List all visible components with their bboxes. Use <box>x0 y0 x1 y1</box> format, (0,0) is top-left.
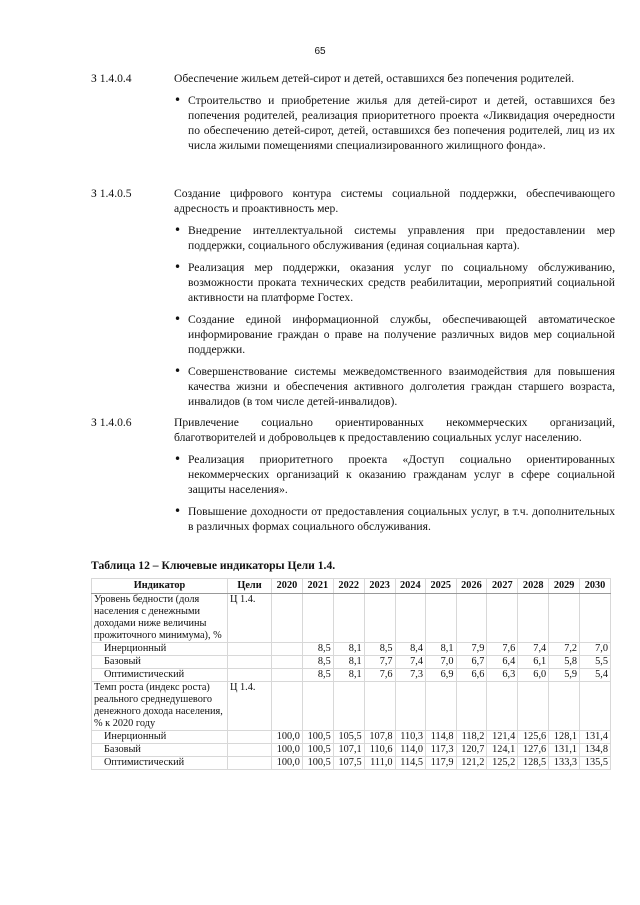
table-cell: 7,6 <box>364 669 395 682</box>
table-cell <box>272 656 303 669</box>
table-cell: 128,1 <box>549 731 580 744</box>
section-code: З 1.4.0.6 <box>91 416 132 429</box>
scenario-row <box>92 744 611 757</box>
scenario-label: Базовый <box>92 744 228 757</box>
scenario-row <box>92 656 611 669</box>
section-code: З 1.4.0.5 <box>91 187 132 200</box>
table-cell: 125,2 <box>487 757 518 770</box>
table-cell: 118,2 <box>456 731 487 744</box>
column-header: 2028 <box>518 579 549 594</box>
column-header: 2029 <box>549 579 580 594</box>
table-cell: 100,5 <box>302 744 333 757</box>
indicator-name: Темп роста (индекс роста) реального среднедушевого денежного дохода населения, % к 2020 году <box>92 682 228 731</box>
column-header: 2023 <box>364 579 395 594</box>
section-text: Создание цифрового контура системы социальной поддержки, обеспечивающего адресность и проактивность мер. <box>174 187 615 215</box>
table-cell: 6,3 <box>487 669 518 682</box>
table-cell: 5,9 <box>549 669 580 682</box>
table-cell: 7,4 <box>395 656 425 669</box>
table-cell: 8,1 <box>333 669 364 682</box>
table-cell: 8,4 <box>395 643 425 656</box>
indicator-row <box>92 682 611 731</box>
table-cell: 125,6 <box>518 731 549 744</box>
scenario-label: Оптимистический <box>92 669 228 682</box>
indicator-row <box>92 594 611 643</box>
scenario-row <box>92 731 611 744</box>
table-cell: 114,5 <box>395 757 425 770</box>
table-cell: 8,1 <box>333 643 364 656</box>
table-cell: 100,5 <box>302 757 333 770</box>
table-cell: 131,4 <box>580 731 611 744</box>
column-header: 2030 <box>580 579 611 594</box>
indicator-target: Ц 1.4. <box>228 682 272 731</box>
table-cell: 131,1 <box>549 744 580 757</box>
bullet-item: • Реализация приоритетного проекта «Доступ социально ориентированных некоммерческих организаций к оказанию гражданам услуг в сфере социальной защиты населения». <box>188 452 615 497</box>
table-cell: 8,5 <box>302 656 333 669</box>
column-header: Цели <box>228 579 272 594</box>
table-cell: 128,5 <box>518 757 549 770</box>
bullet-item: • Внедрение интеллектуальной системы управления при предоставлении мер поддержки, социального обслуживания (единая социальная карта). <box>188 223 615 253</box>
table-caption: Таблица 12 – Ключевые индикаторы Цели 1.4. <box>91 559 336 572</box>
table-cell: 5,8 <box>549 656 580 669</box>
table-cell: 114,8 <box>426 731 456 744</box>
column-header: 2025 <box>426 579 456 594</box>
section-text: Привлечение социально ориентированных некоммерческих организаций, благотворителей и добровольцев к предоставлению социальных услуг населению. <box>174 416 615 444</box>
table-cell: 121,2 <box>456 757 487 770</box>
table-cell: 105,5 <box>333 731 364 744</box>
table-cell: 134,8 <box>580 744 611 757</box>
bullet-item: • Создание единой информационной службы, обеспечивающей автоматическое информирование граждан о праве на получение различных видов мер социальной поддержки. <box>188 312 615 357</box>
table-cell: 8,5 <box>302 669 333 682</box>
column-header: 2021 <box>302 579 333 594</box>
page-number: 65 <box>314 46 326 57</box>
table-cell: 100,0 <box>272 757 303 770</box>
table-cell: 8,5 <box>302 643 333 656</box>
scenario-row <box>92 669 611 682</box>
table-cell: 6,7 <box>456 656 487 669</box>
column-header: Индикатор <box>92 579 228 594</box>
table-cell: 8,1 <box>333 656 364 669</box>
section-1-4-0-6 <box>91 415 615 534</box>
table-cell: 124,1 <box>487 744 518 757</box>
scenario-row <box>92 757 611 770</box>
column-header: 2026 <box>456 579 487 594</box>
bullet-item: • Строительство и приобретение жилья для детей-сирот и детей, оставшихся без попечения родителей, реализация приоритетного проекта «Ликвидация очередности по обеспечению детей-сирот, детей, оставшихся без попечения родителей, лиц из их числа жилыми помещениями специализированного жилищного фонда». <box>188 93 615 153</box>
scenario-label: Инерционный <box>92 731 228 744</box>
table-cell: 7,9 <box>456 643 487 656</box>
table-cell: 6,9 <box>426 669 456 682</box>
table-cell: 107,8 <box>364 731 395 744</box>
table-cell: 8,1 <box>426 643 456 656</box>
bullet-item: • Совершенствование системы межведомственного взаимодействия для повышения качества жизни и обеспечения активного долголетия граждан старшего возраста, инвалидов (в том числе детей-инвалидов). <box>188 364 615 409</box>
table-cell: 8,5 <box>364 643 395 656</box>
table-cell: 7,2 <box>549 643 580 656</box>
bullet-list <box>91 93 615 153</box>
scenario-row <box>92 643 611 656</box>
table-cell: 5,4 <box>580 669 611 682</box>
section-1-4-0-5 <box>91 186 615 409</box>
scenario-label: Инерционный <box>92 643 228 656</box>
table-cell: 107,5 <box>333 757 364 770</box>
table-cell: 127,6 <box>518 744 549 757</box>
table-cell: 100,0 <box>272 731 303 744</box>
table-cell: 6,0 <box>518 669 549 682</box>
table-cell: 7,0 <box>426 656 456 669</box>
table-cell: 5,5 <box>580 656 611 669</box>
bullet-item: • Повышение доходности от предоставления социальных услуг, в т.ч. дополнительных в различных формах социального обслуживания. <box>188 504 615 534</box>
table-cell: 120,7 <box>456 744 487 757</box>
column-header: 2020 <box>272 579 303 594</box>
key-indicators-table <box>91 578 611 770</box>
table-cell <box>272 669 303 682</box>
indicator-target: Ц 1.4. <box>228 594 272 643</box>
table-cell: 7,7 <box>364 656 395 669</box>
column-header: 2024 <box>395 579 425 594</box>
column-header: 2022 <box>333 579 364 594</box>
section-code: З 1.4.0.4 <box>91 72 132 85</box>
scenario-label: Базовый <box>92 656 228 669</box>
table-cell: 114,0 <box>395 744 425 757</box>
table-header-row <box>92 579 611 594</box>
table-cell: 100,0 <box>272 744 303 757</box>
table-cell: 7,6 <box>487 643 518 656</box>
table-cell: 133,3 <box>549 757 580 770</box>
section-text: Обеспечение жильем детей-сирот и детей, оставшихся без попечения родителей. <box>174 72 575 85</box>
table-cell: 110,6 <box>364 744 395 757</box>
table-cell: 117,9 <box>426 757 456 770</box>
table-cell: 6,1 <box>518 656 549 669</box>
table-cell: 117,3 <box>426 744 456 757</box>
table-cell: 135,5 <box>580 757 611 770</box>
scenario-label: Оптимистический <box>92 757 228 770</box>
bullet-list <box>91 223 615 409</box>
column-header: 2027 <box>487 579 518 594</box>
table-cell: 107,1 <box>333 744 364 757</box>
table-cell <box>272 643 303 656</box>
table-cell: 7,4 <box>518 643 549 656</box>
table-cell: 6,4 <box>487 656 518 669</box>
table-cell: 7,0 <box>580 643 611 656</box>
table-cell: 6,6 <box>456 669 487 682</box>
section-1-4-0-4 <box>91 71 615 153</box>
bullet-item: • Реализация мер поддержки, оказания услуг по социальному обслуживанию, возможности проката технических средств реабилитации, мероприятий социальной активности на платформе Гостех. <box>188 260 615 305</box>
table-cell: 7,3 <box>395 669 425 682</box>
table-cell: 110,3 <box>395 731 425 744</box>
table-cell: 121,4 <box>487 731 518 744</box>
bullet-list <box>91 452 615 534</box>
table-cell: 100,5 <box>302 731 333 744</box>
table-cell: 111,0 <box>364 757 395 770</box>
indicator-name: Уровень бедности (доля населения с денежными доходами ниже величины прожиточного минимума), % <box>92 594 228 643</box>
